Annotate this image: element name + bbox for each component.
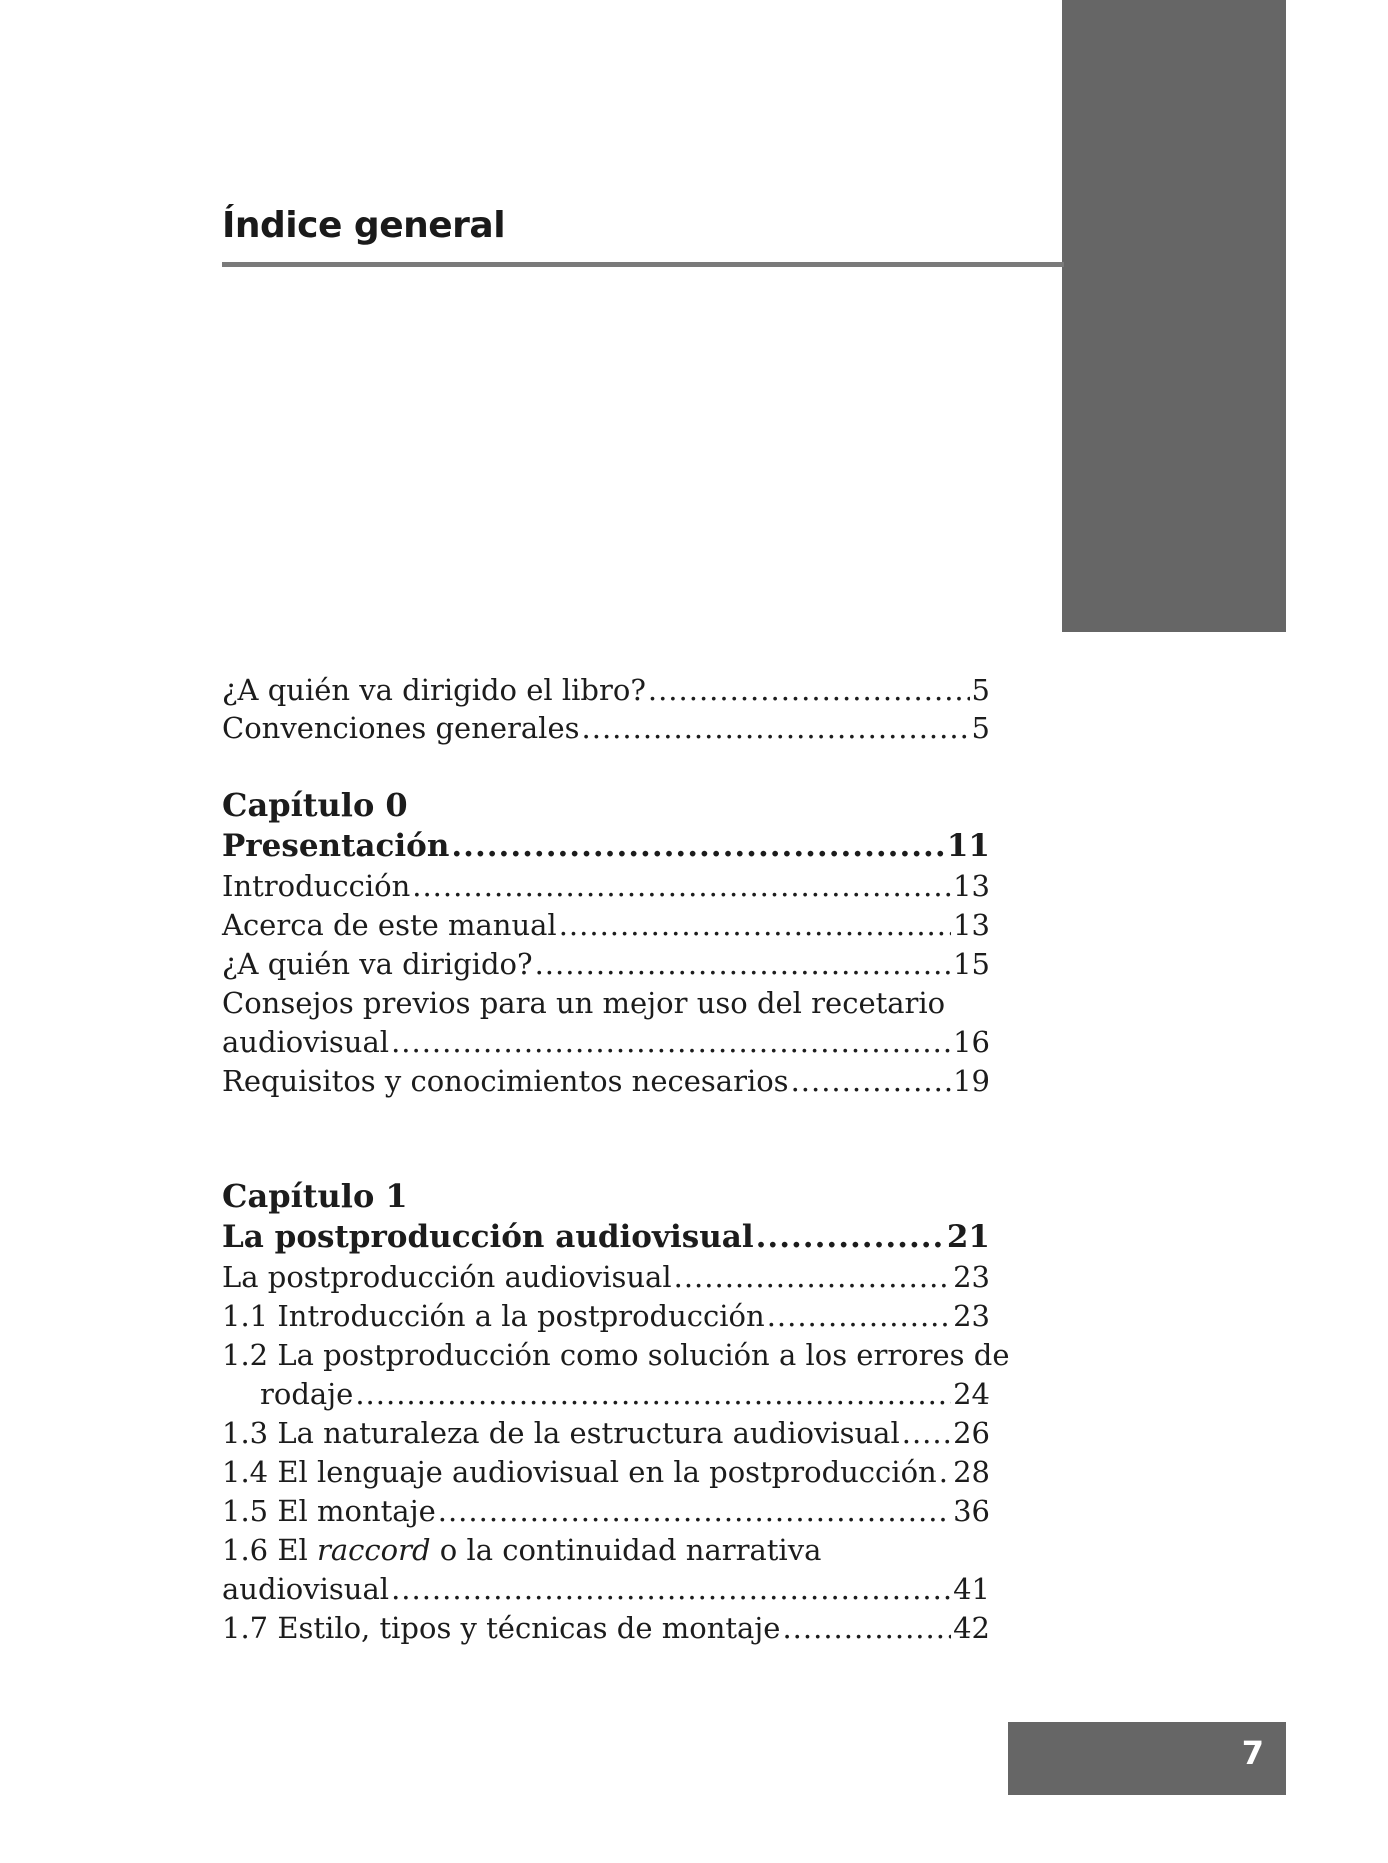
toc-entry-page: 42 (953, 1611, 990, 1645)
toc-entry[interactable] (222, 1257, 990, 1297)
toc-entry-label: audiovisual (222, 1025, 390, 1059)
toc-entry-label: 1.4 El lenguaje audiovisual en la postproducción (222, 1455, 937, 1489)
toc-entry-page: 21 (946, 1219, 990, 1255)
toc-entry-label: audiovisual (222, 1572, 390, 1606)
chapter-title-entry[interactable] (222, 1217, 990, 1257)
toc-entry-page: 24 (953, 1377, 990, 1411)
toc-leader-dots (939, 1452, 951, 1492)
toc-leader-dots (767, 1296, 951, 1336)
toc-leader-dots (355, 1374, 951, 1414)
page-number: 7 (1241, 1734, 1264, 1772)
toc-entry-label: La postproducción audiovisual (222, 1260, 672, 1294)
toc-entry-label: 1.3 La naturaleza de la estructura audiovisual (222, 1416, 900, 1450)
toc-entry-page: 36 (953, 1494, 990, 1528)
toc-leader-dots (782, 1608, 951, 1648)
toc-leader-dots (412, 866, 951, 906)
toc-entry-wrapped-line[interactable] (222, 1530, 990, 1570)
chapter-heading: Capítulo 1 (222, 1177, 408, 1215)
chapter-heading: Capítulo 0 (222, 786, 408, 824)
toc-entry-label: 1.5 El montaje (222, 1494, 436, 1528)
toc-entry-page: 19 (953, 1064, 990, 1098)
toc-entry-page: 13 (953, 869, 990, 903)
toc-entry-label: ¿A quién va dirigido el libro? (222, 673, 646, 707)
toc-entry-page: 13 (953, 908, 990, 942)
toc-entry-page: 11 (946, 828, 990, 864)
toc-leader-dots (791, 1061, 952, 1101)
title-rule (222, 262, 1064, 267)
chapter-side-tab (1062, 0, 1286, 632)
toc-entry-label: La postproducción audiovisual (222, 1219, 754, 1255)
toc-entry-page: 23 (953, 1260, 990, 1294)
toc-entry[interactable] (222, 905, 990, 945)
toc-leader-dots (648, 670, 970, 710)
toc-leader-dots (438, 1491, 951, 1531)
toc-entry-page: 26 (953, 1416, 990, 1450)
chapter-title-entry[interactable] (222, 826, 990, 866)
toc-entry-label: 1.1 Introducción a la postproducción (222, 1299, 765, 1333)
toc-leader-dots (559, 905, 951, 945)
toc-entry[interactable] (222, 1491, 990, 1531)
toc-leader-dots (582, 708, 970, 748)
toc-entry[interactable] (222, 670, 990, 710)
toc-leader-dots (391, 1022, 951, 1062)
page-number-box (1008, 1722, 1286, 1795)
toc-entry[interactable] (222, 1569, 990, 1609)
toc-entry-page: 15 (953, 947, 990, 981)
toc-entry-label: ¿A quién va dirigido? (222, 947, 533, 981)
toc-leader-dots (674, 1257, 951, 1297)
toc-entry-label: Requisitos y conocimientos necesarios (222, 1064, 789, 1098)
toc-entry[interactable] (222, 1413, 990, 1453)
toc-entry[interactable] (222, 708, 990, 748)
toc-entry-page: 41 (953, 1572, 990, 1606)
toc-entry[interactable] (222, 1296, 990, 1336)
toc-leader-dots (756, 1217, 945, 1257)
toc-entry[interactable] (260, 1374, 990, 1414)
toc-entry-label: Acerca de este manual (222, 908, 557, 942)
toc-entry-page: 5 (971, 673, 990, 707)
toc-leader-dots (902, 1413, 951, 1453)
toc-leader-dots (535, 944, 952, 984)
toc-entry[interactable] (222, 1022, 990, 1062)
toc-entry-page: 5 (971, 711, 990, 745)
toc-entry-page: 23 (953, 1299, 990, 1333)
toc-entry-label-prefix: 1.6 El (222, 1533, 318, 1567)
toc-entry[interactable] (222, 1608, 990, 1648)
toc-entry-label: Introducción (222, 869, 411, 903)
toc-entry-label: Convenciones generales (222, 711, 580, 745)
toc-entry[interactable] (222, 1452, 990, 1492)
toc-leader-dots (391, 1569, 951, 1609)
toc-entry-label: 1.7 Estilo, tipos y técnicas de montaje (222, 1611, 781, 1645)
page-title: Índice general (222, 205, 506, 246)
toc-entry-wrapped-line[interactable]: Consejos previos para un mejor uso del recetario (222, 986, 946, 1020)
toc-entry[interactable] (222, 1061, 990, 1101)
toc-entry[interactable] (222, 944, 990, 984)
toc-entry-label: rodaje (260, 1377, 354, 1411)
toc-leader-dots (451, 826, 945, 866)
toc-entry-page: 16 (953, 1025, 990, 1059)
toc-entry-page: 28 (953, 1455, 990, 1489)
toc-entry[interactable] (222, 866, 990, 906)
toc-entry-label-suffix: o la continuidad narrativa (430, 1533, 822, 1567)
toc-entry-wrapped-line[interactable]: 1.2 La postproducción como solución a los errores de (222, 1338, 1010, 1372)
toc-entry-label-italic: raccord (317, 1533, 431, 1567)
toc-entry-label: Presentación (222, 828, 450, 864)
